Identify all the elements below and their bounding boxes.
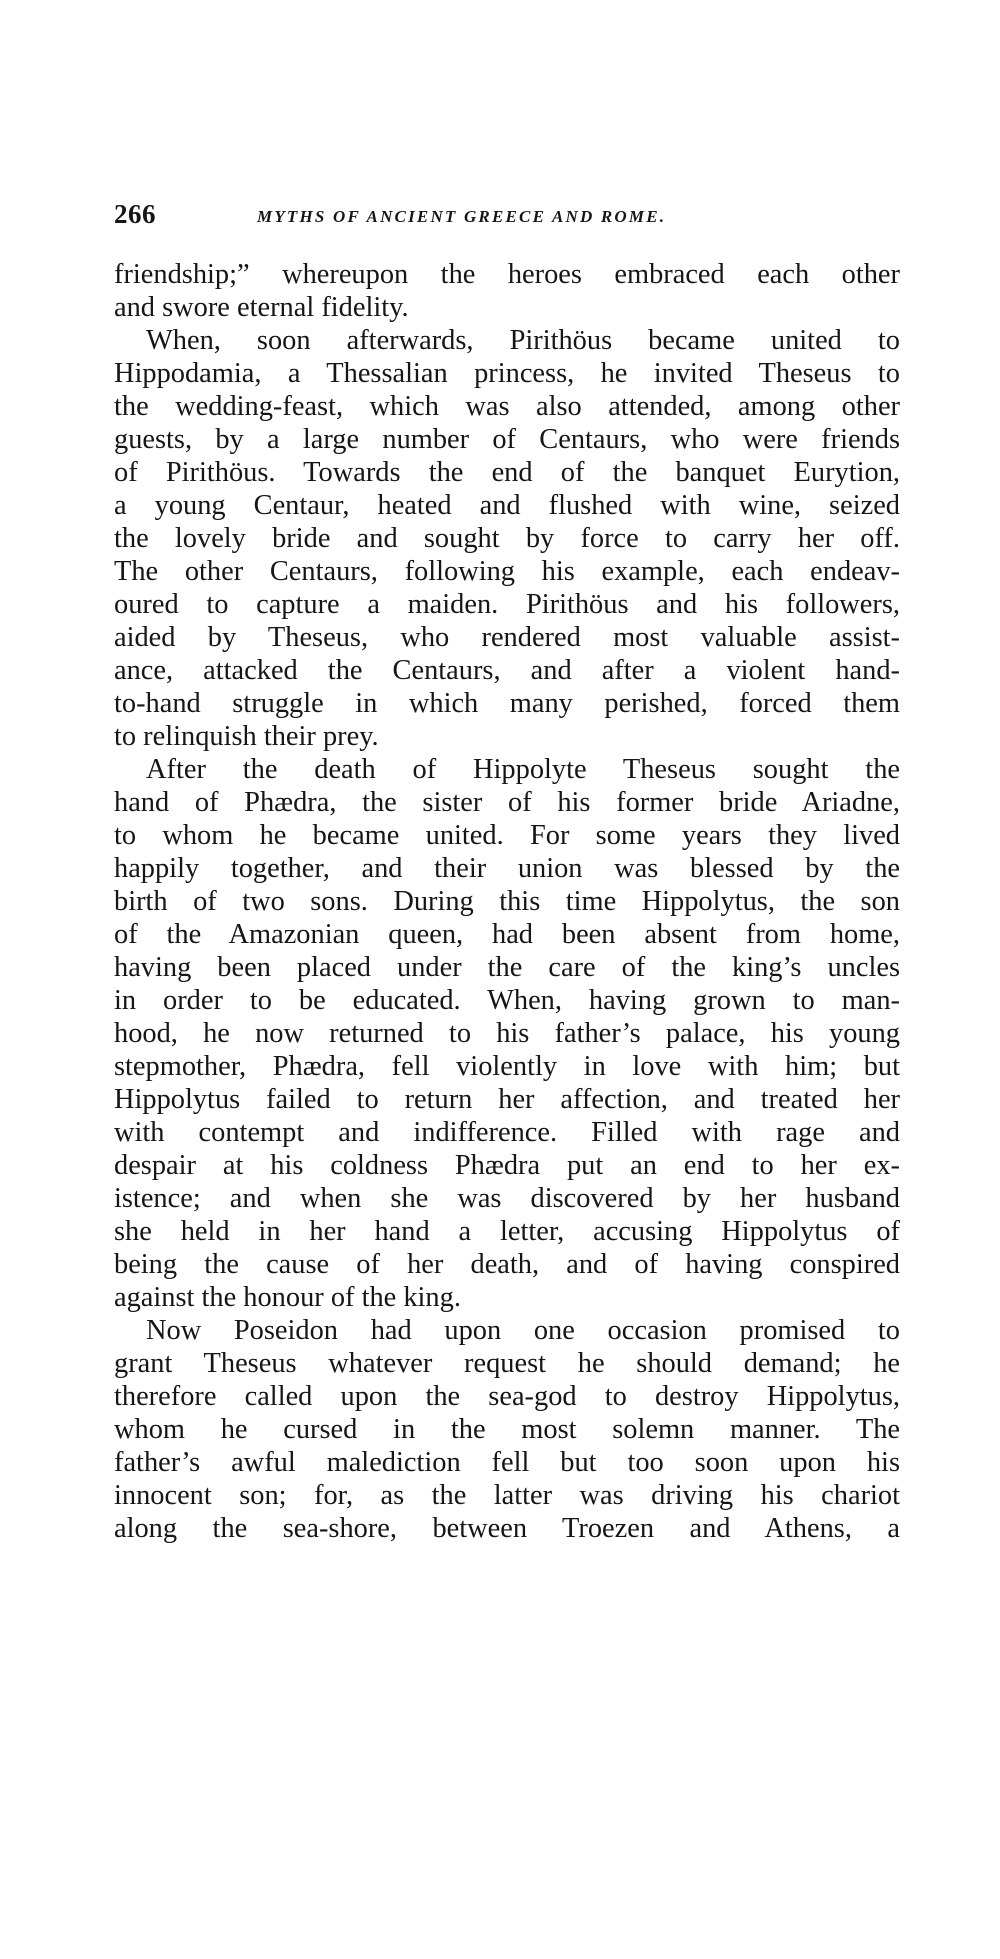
text-line: to relinquish their prey. [114,721,379,752]
text-line: the wedding-feast, which was also attended, among other [114,391,900,422]
body-text [114,258,900,1778]
text-line: friendship;” whereupon the heroes embraced each other [114,259,900,290]
text-line: guests, by a large number of Centaurs, who were friends [114,424,900,455]
text-line: with contempt and indifference. Filled with rage and [114,1117,900,1148]
page-header [114,199,914,239]
text-line: to whom he became united. For some years they lived [114,820,900,851]
text-line: along the sea-shore, between Troezen and Athens, a [114,1513,900,1544]
text-line: despair at his coldness Phædra put an end to her ex- [114,1150,900,1181]
paragraph-start-line: After the death of Hippolyte Theseus sought the [146,754,900,785]
text-line: whom he cursed in the most solemn manner. The [114,1414,900,1445]
text-line: and swore eternal fidelity. [114,292,409,323]
text-line: hand of Phædra, the sister of his former bride Ariadne, [114,787,900,818]
text-line: birth of two sons. During this time Hippolytus, the son [114,886,900,917]
text-line: to-hand struggle in which many perished, forced them [114,688,900,719]
paragraph-start-line: When, soon afterwards, Pirithöus became united to [146,325,900,356]
running-title: MYTHS OF ANCIENT GREECE AND ROME. [257,207,667,226]
text-line: having been placed under the care of the king’s uncles [114,952,900,983]
text-line: grant Theseus whatever request he should demand; he [114,1348,900,1379]
text-line: in order to be educated. When, having grown to man- [114,985,900,1016]
text-line: The other Centaurs, following his example, each endeav- [114,556,900,587]
paragraph-start-line: Now Poseidon had upon one occasion promised to [146,1315,900,1346]
text-line: father’s awful malediction fell but too soon upon his [114,1447,900,1478]
text-line: against the honour of the king. [114,1282,461,1313]
text-line: a young Centaur, heated and flushed with wine, seized [114,490,900,521]
text-line: the lovely bride and sought by force to carry her off. [114,523,900,554]
page-number: 266 [114,199,156,229]
text-line: aided by Theseus, who rendered most valuable assist- [114,622,900,653]
text-line: oured to capture a maiden. Pirithöus and his followers, [114,589,900,620]
text-line: Hippolytus failed to return her affection, and treated her [114,1084,900,1115]
text-line: she held in her hand a letter, accusing Hippolytus of [114,1216,900,1247]
text-line: of the Amazonian queen, had been absent from home, [114,919,900,950]
text-line: happily together, and their union was blessed by the [114,853,900,884]
text-line: innocent son; for, as the latter was driving his chariot [114,1480,900,1511]
text-line: Hippodamia, a Thessalian princess, he invited Theseus to [114,358,900,389]
text-line: of Pirithöus. Towards the end of the banquet Eurytion, [114,457,900,488]
text-line: being the cause of her death, and of having conspired [114,1249,900,1280]
text-line: hood, he now returned to his father’s palace, his young [114,1018,900,1049]
text-line: istence; and when she was discovered by her husband [114,1183,900,1214]
text-line: therefore called upon the sea-god to destroy Hippolytus, [114,1381,900,1412]
text-line: stepmother, Phædra, fell violently in love with him; but [114,1051,900,1082]
text-line: ance, attacked the Centaurs, and after a violent hand- [114,655,900,686]
